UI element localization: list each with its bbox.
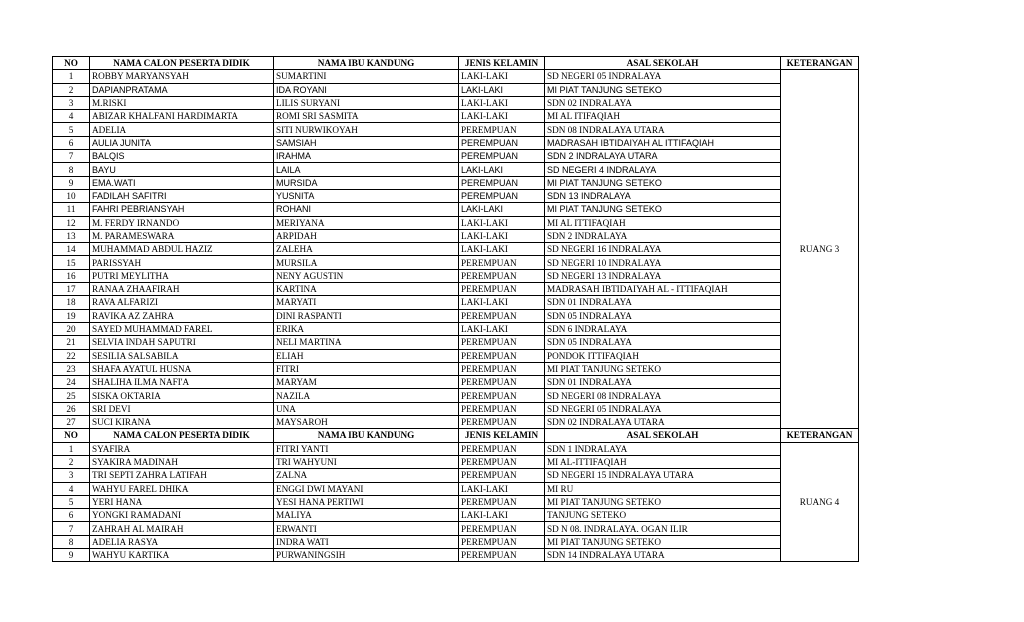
mother-name: SITI NURWIKOYAH — [274, 123, 459, 136]
table-row — [53, 96, 859, 109]
origin-school: SD N 08. INDRALAYA. OGAN ILIR — [545, 522, 781, 535]
gender: LAKI-LAKI — [459, 203, 545, 216]
gender: LAKI-LAKI — [459, 163, 545, 176]
mother-name: ROHANI — [274, 203, 459, 216]
student-name: SHALIHA ILMA NAFI'A — [90, 376, 274, 389]
row-number: 1 — [53, 70, 90, 83]
table-row — [53, 349, 859, 362]
gender: PEREMPUAN — [459, 535, 545, 548]
gender: LAKI-LAKI — [459, 70, 545, 83]
mother-name: FITRI — [274, 362, 459, 375]
row-number: 14 — [53, 243, 90, 256]
header-row — [53, 57, 859, 70]
student-name: DAPIANPRATAMA — [90, 83, 274, 96]
row-number: 13 — [53, 229, 90, 242]
row-number: 7 — [53, 150, 90, 163]
header-keterangan: KETERANGAN — [781, 429, 859, 442]
table-row — [53, 269, 859, 282]
origin-school: SDN 2 INDRALAYA — [545, 229, 781, 242]
header-nama-ibu: NAMA IBU KANDUNG — [274, 429, 459, 442]
row-number: 8 — [53, 535, 90, 548]
gender: PEREMPUAN — [459, 123, 545, 136]
gender: PEREMPUAN — [459, 495, 545, 508]
mother-name: ROMI SRI SASMITA — [274, 110, 459, 123]
origin-school: SDN 01 INDRALAYA — [545, 296, 781, 309]
student-name: FADILAH SAFITRI — [90, 189, 274, 202]
origin-school: SDN 05 INDRALAYA — [545, 336, 781, 349]
row-number: 22 — [53, 349, 90, 362]
table-row — [53, 362, 859, 375]
table-row — [53, 110, 859, 123]
header-keterangan: KETERANGAN — [781, 57, 859, 70]
origin-school: SD NEGERI 10 INDRALAYA — [545, 256, 781, 269]
table-row — [53, 70, 859, 83]
origin-school: SD NEGERI 15 INDRALAYA UTARA — [545, 469, 781, 482]
header-asal-sekolah: ASAL SEKOLAH — [545, 57, 781, 70]
gender: PEREMPUAN — [459, 176, 545, 189]
origin-school: MI PIAT TANJUNG SETEKO — [545, 362, 781, 375]
student-name: SESILIA SALSABILA — [90, 349, 274, 362]
origin-school: SD NEGERI 13 INDRALAYA — [545, 269, 781, 282]
table-row — [53, 283, 859, 296]
row-number: 2 — [53, 83, 90, 96]
student-name: RAVA ALFARIZI — [90, 296, 274, 309]
student-name: SRI DEVI — [90, 402, 274, 415]
row-number: 3 — [53, 469, 90, 482]
row-number: 9 — [53, 548, 90, 561]
participant-table — [52, 56, 859, 562]
student-name: ADELIA — [90, 123, 274, 136]
gender: PEREMPUAN — [459, 442, 545, 455]
student-name: YERI HANA — [90, 495, 274, 508]
gender: LAKI-LAKI — [459, 482, 545, 495]
row-number: 21 — [53, 336, 90, 349]
row-number: 16 — [53, 269, 90, 282]
table-row — [53, 256, 859, 269]
table-row — [53, 216, 859, 229]
origin-school: MI PIAT TANJUNG SETEKO — [545, 176, 781, 189]
table-row — [53, 176, 859, 189]
table-row — [53, 123, 859, 136]
gender: LAKI-LAKI — [459, 96, 545, 109]
mother-name: NENY AGUSTIN — [274, 269, 459, 282]
origin-school: SDN 08 INDRALAYA UTARA — [545, 123, 781, 136]
student-name: AULIA JUNITA — [90, 136, 274, 149]
table-row — [53, 535, 859, 548]
gender: PEREMPUAN — [459, 269, 545, 282]
row-number: 5 — [53, 123, 90, 136]
row-number: 6 — [53, 509, 90, 522]
origin-school: SD NEGERI 4 INDRALAYA — [545, 163, 781, 176]
header-jenis-kelamin: JENIS KELAMIN — [459, 57, 545, 70]
table-row — [53, 416, 859, 429]
gender: PEREMPUAN — [459, 389, 545, 402]
row-number: 23 — [53, 362, 90, 375]
gender: PEREMPUAN — [459, 376, 545, 389]
student-name: ZAHRAH AL MAIRAH — [90, 522, 274, 535]
mother-name: ARPIDAH — [274, 229, 459, 242]
mother-name: IDA ROYANI — [274, 83, 459, 96]
table-body — [53, 57, 859, 562]
mother-name: MAYSAROH — [274, 416, 459, 429]
table-row — [53, 322, 859, 335]
student-name: SELVIA INDAH SAPUTRI — [90, 336, 274, 349]
mother-name: TRI WAHYUNI — [274, 455, 459, 468]
mother-name: ZALNA — [274, 469, 459, 482]
student-name: SYAFIRA — [90, 442, 274, 455]
mother-name: MARYATI — [274, 296, 459, 309]
row-number: 9 — [53, 176, 90, 189]
student-name: M. FERDY IRNANDO — [90, 216, 274, 229]
student-name: PUTRI MEYLITHA — [90, 269, 274, 282]
mother-name: SUMARTINI — [274, 70, 459, 83]
header-asal-sekolah: ASAL SEKOLAH — [545, 429, 781, 442]
origin-school: PONDOK ITTIFAQIAH — [545, 349, 781, 362]
origin-school: MI AL ITTIFAQIAH — [545, 216, 781, 229]
origin-school: MI RU — [545, 482, 781, 495]
table-row — [53, 296, 859, 309]
table-row — [53, 243, 859, 256]
student-name: ADELIA RASYA — [90, 535, 274, 548]
table-row — [53, 376, 859, 389]
origin-school: MADRASAH IBTIDAIYAH AL ITTIFAQIAH — [545, 136, 781, 149]
table-row — [53, 442, 859, 455]
header-nama-calon: NAMA CALON PESERTA DIDIK — [90, 429, 274, 442]
mother-name: ERWANTI — [274, 522, 459, 535]
gender: LAKI-LAKI — [459, 296, 545, 309]
origin-school: SD NEGERI 05 INDRALAYA — [545, 402, 781, 415]
student-name: MUHAMMAD ABDUL HAZIZ — [90, 243, 274, 256]
mother-name: MARYAM — [274, 376, 459, 389]
student-name: M. PARAMESWARA — [90, 229, 274, 242]
mother-name: LAILA — [274, 163, 459, 176]
row-number: 8 — [53, 163, 90, 176]
gender: PEREMPUAN — [459, 402, 545, 415]
row-number: 3 — [53, 96, 90, 109]
gender: PEREMPUAN — [459, 548, 545, 561]
student-name: SYAKIRA MADINAH — [90, 455, 274, 468]
mother-name: DINI RASPANTI — [274, 309, 459, 322]
student-name: BAYU — [90, 163, 274, 176]
table-row — [53, 163, 859, 176]
mother-name: NELI MARTINA — [274, 336, 459, 349]
mother-name: ENGGI DWI MAYANI — [274, 482, 459, 495]
student-name: SUCI KIRANA — [90, 416, 274, 429]
mother-name: KARTINA — [274, 283, 459, 296]
gender: PEREMPUAN — [459, 189, 545, 202]
header-jenis-kelamin: JENIS KELAMIN — [459, 429, 545, 442]
row-number: 6 — [53, 136, 90, 149]
row-number: 12 — [53, 216, 90, 229]
student-name: PARISSYAH — [90, 256, 274, 269]
origin-school: SDN 02 INDRALAYA — [545, 96, 781, 109]
table-row — [53, 83, 859, 96]
origin-school: SD NEGERI 05 INDRALAYA — [545, 70, 781, 83]
origin-school: SDN 02 INDRALAYA UTARA — [545, 416, 781, 429]
origin-school: TANJUNG SETEKO — [545, 509, 781, 522]
gender: PEREMPUAN — [459, 336, 545, 349]
mother-name: INDRA WATI — [274, 535, 459, 548]
student-name: EMA.WATI — [90, 176, 274, 189]
row-number: 24 — [53, 376, 90, 389]
header-row — [53, 429, 859, 442]
gender: PEREMPUAN — [459, 362, 545, 375]
mother-name: MURSIDA — [274, 176, 459, 189]
origin-school: MI PIAT TANJUNG SETEKO — [545, 535, 781, 548]
row-number: 15 — [53, 256, 90, 269]
gender: PEREMPUAN — [459, 309, 545, 322]
row-number: 4 — [53, 110, 90, 123]
student-name: SAYED MUHAMMAD FAREL — [90, 322, 274, 335]
table-row — [53, 229, 859, 242]
mother-name: UNA — [274, 402, 459, 415]
mother-name: YUSNITA — [274, 189, 459, 202]
table-row — [53, 189, 859, 202]
student-name: BALQIS — [90, 150, 274, 163]
gender: LAKI-LAKI — [459, 243, 545, 256]
header-no: NO — [53, 57, 90, 70]
origin-school: MI PIAT TANJUNG SETEKO — [545, 203, 781, 216]
row-number: 19 — [53, 309, 90, 322]
table-row — [53, 336, 859, 349]
mother-name: ZALEHA — [274, 243, 459, 256]
student-name: YONGKI RAMADANI — [90, 509, 274, 522]
origin-school: SDN 05 INDRALAYA — [545, 309, 781, 322]
gender: PEREMPUAN — [459, 522, 545, 535]
row-number: 17 — [53, 283, 90, 296]
student-name: ABIZAR KHALFANI HARDIMARTA — [90, 110, 274, 123]
student-name: ROBBY MARYANSYAH — [90, 70, 274, 83]
origin-school: MI AL ITIFAQIAH — [545, 110, 781, 123]
mother-name: LILIS SURYANI — [274, 96, 459, 109]
student-name: WAHYU KARTIKA — [90, 548, 274, 561]
table-row — [53, 402, 859, 415]
mother-name: MURSILA — [274, 256, 459, 269]
row-number: 27 — [53, 416, 90, 429]
table-row — [53, 469, 859, 482]
table-row — [53, 389, 859, 402]
row-number: 11 — [53, 203, 90, 216]
header-no: NO — [53, 429, 90, 442]
student-name: FAHRI PEBRIANSYAH — [90, 203, 274, 216]
gender: LAKI-LAKI — [459, 110, 545, 123]
student-name: RAVIKA AZ ZAHRA — [90, 309, 274, 322]
mother-name: YESI HANA PERTIWI — [274, 495, 459, 508]
origin-school: SD NEGERI 08 INDRALAYA — [545, 389, 781, 402]
gender: PEREMPUAN — [459, 136, 545, 149]
origin-school: SDN 2 INDRALAYA UTARA — [545, 150, 781, 163]
student-name: WAHYU FAREL DHIKA — [90, 482, 274, 495]
table-row — [53, 309, 859, 322]
student-name: TRI SEPTI ZAHRA LATIFAH — [90, 469, 274, 482]
mother-name: ERIKA — [274, 322, 459, 335]
gender: PEREMPUAN — [459, 283, 545, 296]
mother-name: NAZILA — [274, 389, 459, 402]
table-row — [53, 150, 859, 163]
gender: PEREMPUAN — [459, 416, 545, 429]
mother-name: FITRI YANTI — [274, 442, 459, 455]
table-row — [53, 522, 859, 535]
origin-school: MI PIAT TANJUNG SETEKO — [545, 83, 781, 96]
origin-school: SDN 01 INDRALAYA — [545, 376, 781, 389]
origin-school: SDN 6 INDRALAYA — [545, 322, 781, 335]
student-name: SISKA OKTARIA — [90, 389, 274, 402]
table-row — [53, 136, 859, 149]
gender: PEREMPUAN — [459, 256, 545, 269]
row-number: 1 — [53, 442, 90, 455]
table-row — [53, 203, 859, 216]
gender: LAKI-LAKI — [459, 509, 545, 522]
row-number: 5 — [53, 495, 90, 508]
gender: PEREMPUAN — [459, 150, 545, 163]
row-number: 20 — [53, 322, 90, 335]
header-nama-calon: NAMA CALON PESERTA DIDIK — [90, 57, 274, 70]
row-number: 7 — [53, 522, 90, 535]
gender: PEREMPUAN — [459, 469, 545, 482]
table-row — [53, 509, 859, 522]
row-number: 18 — [53, 296, 90, 309]
origin-school: SD NEGERI 16 INDRALAYA — [545, 243, 781, 256]
table-row — [53, 455, 859, 468]
origin-school: SDN 13 INDRALAYA — [545, 189, 781, 202]
header-nama-ibu: NAMA IBU KANDUNG — [274, 57, 459, 70]
row-number: 26 — [53, 402, 90, 415]
mother-name: ELIAH — [274, 349, 459, 362]
table-row — [53, 495, 859, 508]
row-number: 25 — [53, 389, 90, 402]
student-name: SHAFA AYATUL HUSNA — [90, 362, 274, 375]
row-number: 10 — [53, 189, 90, 202]
row-number: 2 — [53, 455, 90, 468]
room-label: RUANG 3 — [781, 70, 859, 429]
origin-school: MI AL-ITTIFAQIAH — [545, 455, 781, 468]
gender: LAKI-LAKI — [459, 83, 545, 96]
room-label: RUANG 4 — [781, 442, 859, 562]
student-name: RANAA ZHAAFIRAH — [90, 283, 274, 296]
origin-school: MADRASAH IBTIDAIYAH AL - ITTIFAQIAH — [545, 283, 781, 296]
mother-name: PURWANINGSIH — [274, 548, 459, 561]
student-name: M.RISKI — [90, 96, 274, 109]
origin-school: MI PIAT TANJUNG SETEKO — [545, 495, 781, 508]
mother-name: SAMSIAH — [274, 136, 459, 149]
row-number: 4 — [53, 482, 90, 495]
gender: PEREMPUAN — [459, 455, 545, 468]
origin-school: SDN 1 INDRALAYA — [545, 442, 781, 455]
origin-school: SDN 14 INDRALAYA UTARA — [545, 548, 781, 561]
gender: LAKI-LAKI — [459, 229, 545, 242]
table-row — [53, 548, 859, 561]
mother-name: MERIYANA — [274, 216, 459, 229]
mother-name: IRAHMA — [274, 150, 459, 163]
gender: LAKI-LAKI — [459, 322, 545, 335]
mother-name: MALIYA — [274, 509, 459, 522]
gender: PEREMPUAN — [459, 349, 545, 362]
table-row — [53, 482, 859, 495]
gender: LAKI-LAKI — [459, 216, 545, 229]
